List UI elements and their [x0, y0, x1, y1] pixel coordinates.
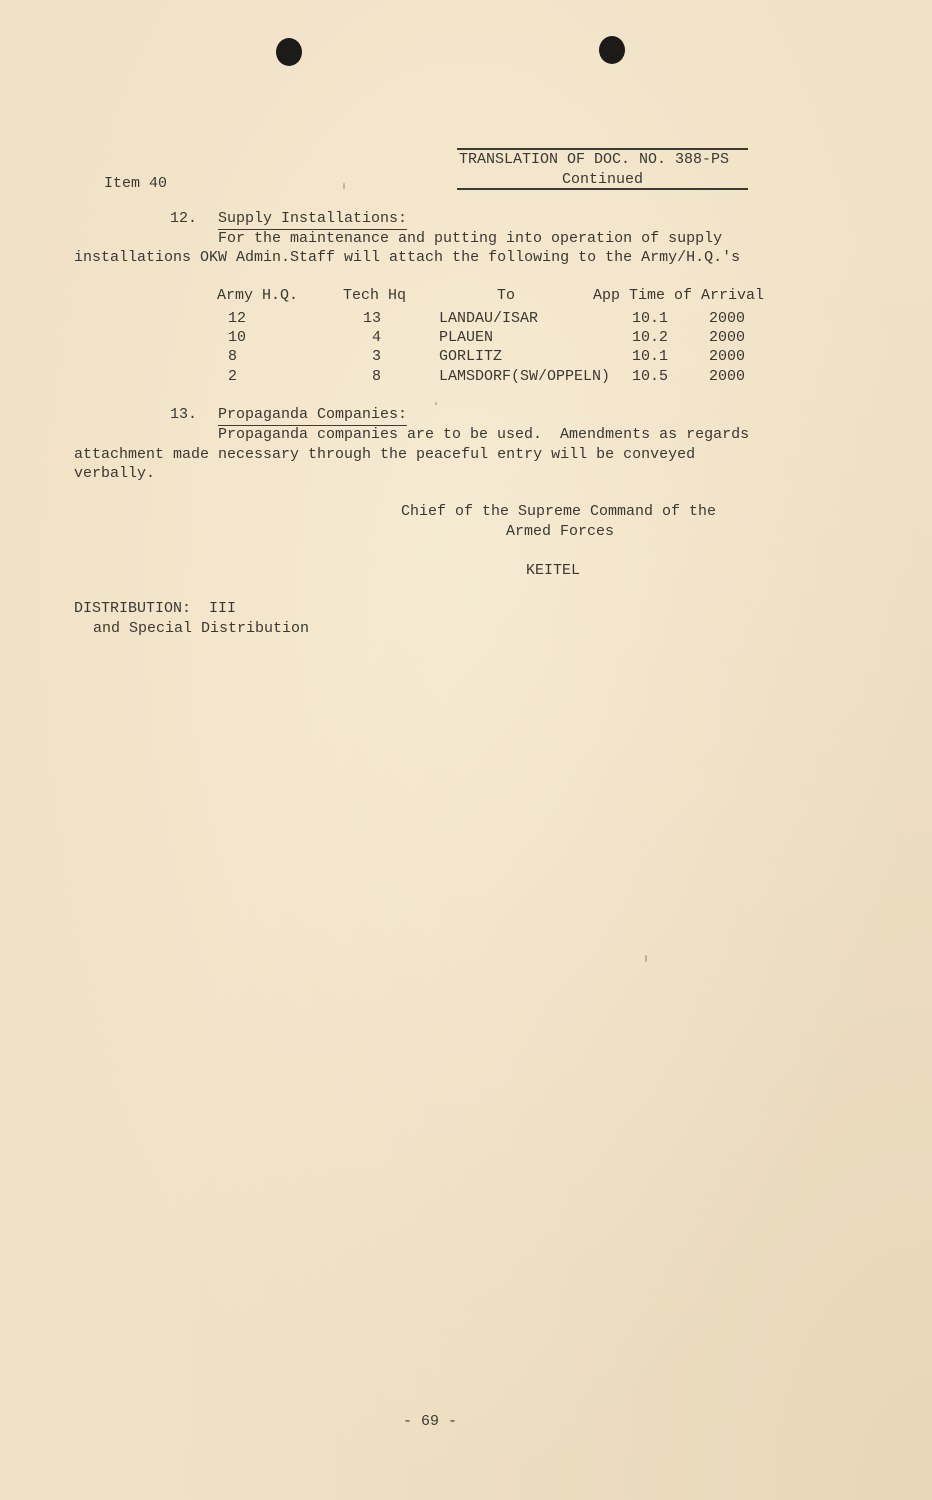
signature-name: KEITEL [526, 562, 581, 579]
punch-hole-right [599, 36, 625, 64]
scan-speck [435, 402, 437, 405]
item-label: Item 40 [104, 175, 168, 192]
table-cell-date: 10.1 [632, 348, 669, 365]
table-header-to: To [497, 287, 516, 304]
table-cell-time: 2000 [709, 310, 746, 327]
distribution-line-2: and Special Distribution [93, 620, 310, 637]
table-cell-date: 10.2 [632, 329, 669, 346]
scan-speck [343, 183, 345, 189]
section-13-line-2: attachment made necessary through the peaceful entry will be conveyed [74, 446, 696, 463]
table-cell-to: LAMSDORF(SW/OPPELN) [439, 368, 611, 385]
header-bottom-rule [457, 188, 748, 190]
distribution-line-1: DISTRIBUTION: III [74, 600, 237, 617]
table-cell-tech: 4 [372, 329, 382, 346]
section-13-line-1: Propaganda companies are to be used. Amendments as regards [218, 426, 750, 443]
table-cell-date: 10.5 [632, 368, 669, 385]
table-cell-to: LANDAU/ISAR [439, 310, 539, 327]
page-number: - 69 - [403, 1413, 458, 1430]
table-cell-tech: 8 [372, 368, 382, 385]
table-header-arrival: App Time of Arrival [593, 287, 765, 304]
section-13-heading: Propaganda Companies: [218, 405, 407, 426]
section-12-heading: Supply Installations: [218, 209, 407, 230]
scan-speck [645, 955, 647, 962]
table-cell-to: GORLITZ [439, 348, 503, 365]
table-cell-army: 8 [228, 348, 238, 365]
section-12-line-2: installations OKW Admin.Staff will attach the following to the Army/H.Q.'s [74, 249, 741, 266]
signature-line-1: Chief of the Supreme Command of the [401, 503, 717, 520]
table-cell-to: PLAUEN [439, 329, 494, 346]
table-cell-army: 12 [228, 310, 247, 327]
punch-hole-left [276, 38, 302, 66]
section-13-number: 13. [170, 406, 198, 423]
table-cell-time: 2000 [709, 348, 746, 365]
section-13-line-3: verbally. [74, 465, 156, 482]
table-cell-time: 2000 [709, 329, 746, 346]
document-subtitle: Continued [561, 171, 643, 188]
table-header-army: Army H.Q. [217, 287, 299, 304]
table-header-tech: Tech Hq [343, 287, 407, 304]
section-12-line-1: For the maintenance and putting into operation of supply [218, 230, 723, 247]
table-cell-tech: 3 [372, 348, 382, 365]
section-12-number: 12. [170, 210, 198, 227]
table-cell-army: 2 [228, 368, 238, 385]
table-cell-army: 10 [228, 329, 247, 346]
table-cell-time: 2000 [709, 368, 746, 385]
document-title: TRANSLATION OF DOC. NO. 388-PS [459, 151, 730, 168]
table-cell-date: 10.1 [632, 310, 669, 327]
table-cell-tech: 13 [363, 310, 382, 327]
signature-line-2: Armed Forces [506, 523, 615, 540]
